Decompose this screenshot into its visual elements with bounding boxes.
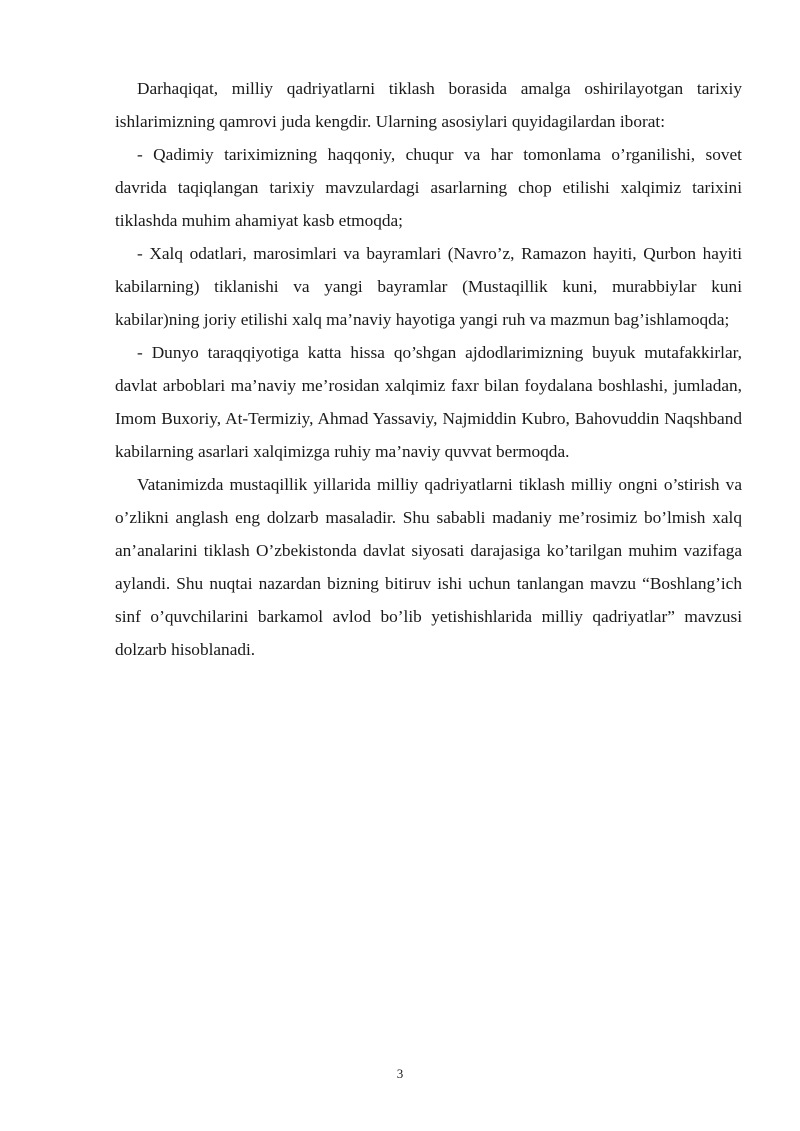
paragraph-intro: Darhaqiqat, milliy qadriyatlarni tiklash borasida amalga oshirilayotgan tarixiy ishlarimizning qamrovi juda kengdir. Ularning asosiylari quyidagilardan iborat: (115, 79, 742, 131)
paragraph-conclusion: Vatanimizda mustaqillik yillarida milliy qadriyatlarni tiklash milliy ongni o’stirish va o’zlikni anglash eng dolzarb masaladir. Shu sababli madaniy me’rosimiz bo’lmish xalq an’analarini tiklash O’zbekistonda davlat siyosati darajasiga ko’tarilgan muhim vazifaga aylandi. Shu nuqtai nazardan bizning bitiruv ishi uchun tanlangan mavzu “Boshlang’ich sinf o’quvchilarini barkamol avlod bo’lib yetishishlarida milliy qadriyatlar” mavzusi dolzarb hisoblanadi. (115, 475, 742, 659)
list-item-history: - Qadimiy tariximizning haqqoniy, chuqur va har tomonlama o’rganilishi, sovet davrida taqiqlangan tarixiy mavzulardagi asarlarning chop etilishi xalqimiz tarixini tiklashda muhim ahamiyat kasb etmoqda; (115, 145, 742, 230)
body-text (115, 72, 742, 666)
list-item-traditions: - Xalq odatlari, marosimlari va bayramlari (Navro’z, Ramazon hayiti, Qurbon hayiti kabilarning) tiklanishi va yangi bayramlar (Mustaqillik kuni, murabbiylar kuni kabilar)ning joriy etilishi xalq ma’naviy hayotiga yangi ruh va mazmun bag’ishlamoqda; (115, 244, 742, 329)
list-item-heritage: - Dunyo taraqqiyotiga katta hissa qo’shgan ajdodlarimizning buyuk mutafakkirlar, davlat arboblari ma’naviy me’rosidan xalqimiz faxr bilan foydalana boshlashi, jumladan, Imom Buxoriy, At-Termiziy, Ahmad Yassaviy, Najmiddin Kubro, Bahovuddin Naqshband kabilarning asarlari xalqimizga ruhiy ma’naviy quvvat bermoqda. (115, 343, 742, 461)
page-number: 3 (396, 1066, 404, 1081)
